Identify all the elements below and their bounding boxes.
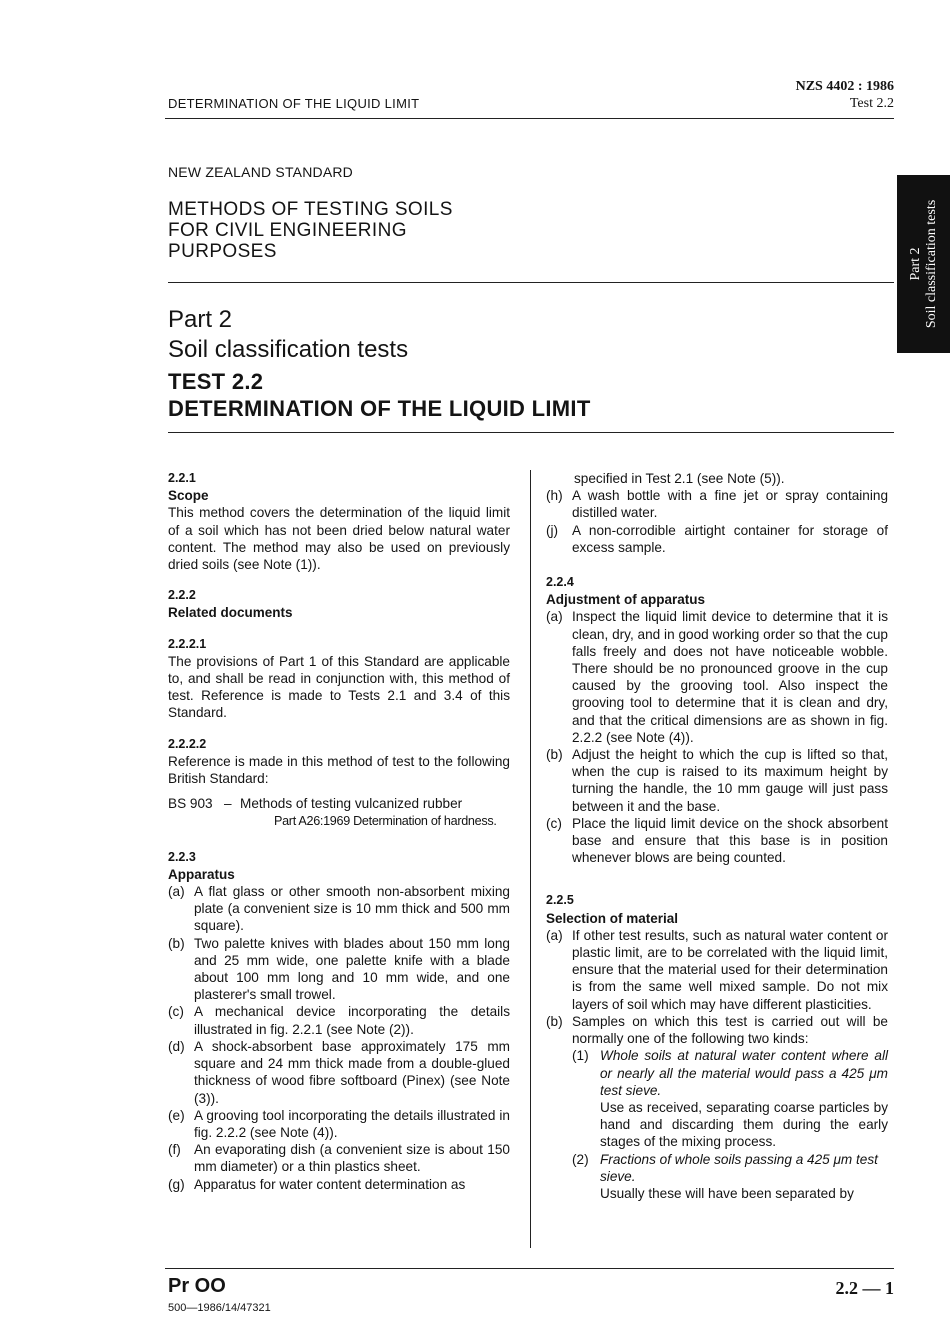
side-tab-part: Part 2 xyxy=(907,247,923,281)
side-tab xyxy=(897,175,950,353)
list-item xyxy=(546,608,888,746)
sub-list-label: (2) xyxy=(572,1151,589,1167)
list-label: (a) xyxy=(546,927,563,943)
section-rule xyxy=(168,432,894,433)
list-label: (d) xyxy=(168,1038,185,1054)
list-text: If other test results, such as natural water content or plastic limit, are to be correlated with the liquid limit, ensure that the material used for their determination is from the same well mixed sample. Do not mix layers of soil which may have different plasticities. xyxy=(572,927,888,1012)
sub-list-content xyxy=(600,1151,888,1203)
part-heading xyxy=(168,305,408,365)
list-label: (b) xyxy=(168,935,185,951)
reference-code: BS 903 xyxy=(168,796,213,812)
list-item xyxy=(168,1038,510,1107)
section-number: 2.2.1 xyxy=(168,471,196,485)
paragraph: The provisions of Part 1 of this Standard are applicable to, and shall be read in conjunction with, this method of test. Reference is made to Tests 2.1 and 3.4 of this Standard. xyxy=(168,653,510,721)
section-heading: Apparatus xyxy=(168,866,235,882)
standard-series: NEW ZEALAND STANDARD xyxy=(168,164,353,180)
section-number: 2.2.2.1 xyxy=(168,636,207,651)
section-heading: Related documents xyxy=(168,605,293,621)
list-text: An evaporating dish (a convenient size is about 150 mm diameter) or a thin plastics sheet. xyxy=(194,1142,510,1175)
list-item xyxy=(546,487,888,521)
section-number: 2.2.2 xyxy=(168,588,196,603)
sub-list-heading: Fractions of whole soils passing a 425 μm test sieve. xyxy=(600,1151,878,1184)
list-text: A non-corrodible airtight container for storage of excess sample. xyxy=(572,522,888,555)
test-heading xyxy=(168,368,591,422)
list-item xyxy=(546,1013,888,1047)
sub-list-label: (1) xyxy=(572,1048,589,1064)
section-heading: Selection of material xyxy=(546,910,679,926)
section-heading: Adjustment of apparatus xyxy=(546,592,706,608)
footer-rule xyxy=(165,1268,894,1269)
title-line-2: FOR CIVIL ENGINEERING xyxy=(168,220,407,241)
list-text: Apparatus for water content determination as xyxy=(194,1176,466,1192)
title-rule xyxy=(168,282,894,283)
reference-title-line-2: Part A26:1969 Determination of hardness. xyxy=(274,814,497,829)
list-item xyxy=(546,815,888,867)
paragraph: Reference is made in this method of test to the following British Standard: xyxy=(168,753,510,787)
sub-list-item xyxy=(572,1151,888,1203)
list-label: (b) xyxy=(546,747,563,763)
sub-list-text: Use as received, separating coarse particles by hand and discarding them during the early stages of the mixing process. xyxy=(600,1099,888,1150)
apparatus-list xyxy=(168,883,510,1193)
list-text: Inspect the liquid limit device to determine that it is clean, dry, and in good working order so that the cup falls freely and does not have noticeable wobble. There should be no pronounced groove in the cup caused by the grooving tool. Also inspect the grooving tool to determine that it is clean and dry, and that the critical dimensions are as shown in fig. 2.2.2 (see Note (4)). xyxy=(572,609,888,745)
right-column xyxy=(546,470,888,1202)
paragraph: This method covers the determination of the liquid limit of a soil which has not been dried below natural water content. The method may also be used on previously dried soils (see Note (1)). xyxy=(168,505,510,573)
list-label: (c) xyxy=(546,815,562,831)
list-text: A flat glass or other smooth non-absorbent mixing plate (a convenient size is 10 mm thick and 500 mm square). xyxy=(194,884,510,934)
list-label: (h) xyxy=(546,488,563,504)
reference-title-line-1: Methods of testing vulcanized rubber xyxy=(240,796,463,812)
running-title: DETERMINATION OF THE LIQUID LIMIT xyxy=(168,96,420,111)
test-number: Test 2.2 xyxy=(849,96,894,111)
list-text: A mechanical device incorporating the details illustrated in fig. 2.2.1 (see Note (2)). xyxy=(194,1004,510,1037)
sub-list-content xyxy=(600,1047,888,1150)
sub-list-text: Usually these will have been separated by xyxy=(600,1185,854,1201)
section-number: 2.2.2.2 xyxy=(168,736,207,751)
list-label: (c) xyxy=(168,1004,184,1020)
list-label: (e) xyxy=(168,1107,185,1123)
list-item xyxy=(546,746,888,815)
standard-number: NZS 4402 : 1986 xyxy=(795,79,894,94)
list-item xyxy=(546,927,888,1013)
list-label: (b) xyxy=(546,1013,563,1029)
list-text: Samples on which this test is carried out will be normally one of the following two kinds: xyxy=(572,1013,888,1047)
list-label: (j) xyxy=(546,522,559,538)
part-title: Soil classification tests xyxy=(168,336,409,363)
column-divider xyxy=(530,470,531,1248)
printer-mark: Pr OO xyxy=(168,1275,226,1297)
document-title xyxy=(168,199,453,262)
side-tab-title: Soil classification tests xyxy=(923,199,939,329)
list-item xyxy=(546,522,888,556)
print-code: 500—1986/14/47321 xyxy=(168,1302,271,1314)
left-column xyxy=(168,470,510,1193)
page-number: 2.2 — 1 xyxy=(835,1278,894,1298)
reference-dash: – xyxy=(224,796,232,812)
list-label: (a) xyxy=(546,609,563,625)
standard-reference xyxy=(796,78,894,112)
title-line-3: PURPOSES xyxy=(168,241,277,262)
sub-list-item xyxy=(572,1047,888,1150)
list-item xyxy=(168,1176,510,1193)
list-item xyxy=(168,1003,510,1037)
list-continuation: specified in Test 2.1 (see Note (5)). xyxy=(574,471,785,486)
list-item xyxy=(168,1107,510,1141)
list-text: A wash bottle with a fine jet or spray containing distilled water. xyxy=(572,488,888,521)
reference-title xyxy=(240,795,510,830)
test-title: DETERMINATION OF THE LIQUID LIMIT xyxy=(168,396,591,421)
list-text: A shock-absorbent base approximately 175 mm square and 24 mm thick made from a double-glued thickness of wood fibre softboard (Pinex) (see Note (3)). xyxy=(194,1038,510,1106)
list-text: Adjust the height to which the cup is lifted so that, when the cup is raised to its maximum height by turning the handle, the 10 mm gauge will just pass between it and the base. xyxy=(572,747,888,814)
list-text: A grooving tool incorporating the details illustrated in fig. 2.2.2 (see Note (4)). xyxy=(194,1107,510,1140)
list-item xyxy=(168,935,510,1004)
reference-entry xyxy=(168,795,510,830)
list-label: (f) xyxy=(168,1142,181,1158)
list-text: Two palette knives with blades about 150 mm long and 25 mm wide, one palette knife with a blade about 100 mm long and 10 mm wide, and one plasterer's small trowel. xyxy=(194,935,510,1003)
section-number: 2.2.4 xyxy=(546,575,574,590)
list-label: (a) xyxy=(168,884,185,900)
list-label: (g) xyxy=(168,1176,185,1192)
section-number: 2.2.5 xyxy=(546,893,574,908)
section-number: 2.2.3 xyxy=(168,849,196,864)
list-item xyxy=(168,883,510,935)
sub-list-heading: Whole soils at natural water content where all or nearly all the material would pass a 425 μm test sieve. xyxy=(600,1048,888,1098)
header-rule xyxy=(165,118,894,119)
list-text: Place the liquid limit device on the shock absorbent base and ensure that this base is in position whenever blows are being counted. xyxy=(572,815,888,866)
section-heading: Scope xyxy=(168,488,209,504)
test-number-heading: TEST 2.2 xyxy=(168,369,264,394)
part-number: Part 2 xyxy=(168,306,233,333)
side-tab-label xyxy=(908,200,940,328)
title-line-1: METHODS OF TESTING SOILS xyxy=(168,199,453,220)
list-item xyxy=(168,1141,510,1175)
